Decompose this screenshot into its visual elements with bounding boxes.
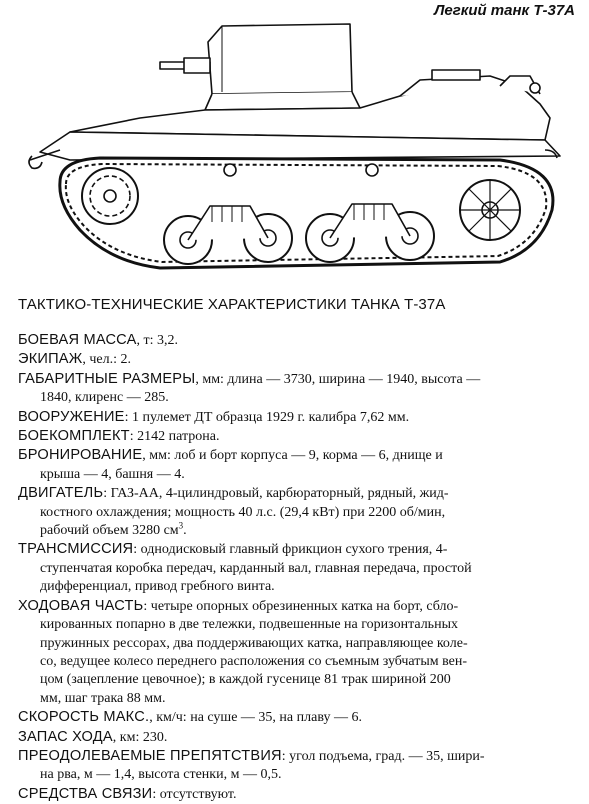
spec-running-gear: ХОДОВАЯ ЧАСТЬ: четыре опорных обрезиненных катка на борт, сбло- кированных попарно в две тележки, подвешенные на горизонтальных пружинных рессорах, два поддерживающих катка, направляющее коле- со, ведущее колесо переднего расположения со съемным зубчатым вен- цом (зацепление цевочное); в каждой гусенице 81 трак шириной 200 мм, шаг трака 88 мм.	[18, 597, 468, 706]
spec-engine: ДВИГАТЕЛЬ: ГАЗ-АА, 4-цилиндровый, карбюраторный, рядный, жид- костного охлаждения; мощность 40 л.с. (29,4 кВт) при 2200 об/мин, рабочий объем 3280 $см^3$.	[18, 485, 449, 539]
tank-drawing	[0, 18, 589, 280]
spec-ammunition: БОЕКОМПЛЕКТ: 2142 патрона.	[18, 428, 220, 445]
spec-communications: СРЕДСТВА СВЯЗИ: отсутствуют.	[18, 785, 237, 802]
spec-armament: ВООРУЖЕНИЕ: 1 пулемет ДТ образца 1929 г. калибра 7,62 мм.	[18, 408, 410, 425]
spec-transmission: ТРАНСМИССИЯ: однодисковый главный фрикцион сухого трения, 4- ступенчатая коробка передач, карданный вал, главная передача, простой дифференциал, привод гребного винта.	[18, 541, 472, 595]
spec-max-speed: СКОРОСТЬ МАКС., км/ч: на суше — 35, на плаву — 6.	[18, 709, 362, 726]
spec-dimensions: ГАБАРИТНЫЕ РАЗМЕРЫ, мм: длина — 3730, ширина — 1940, высота — 1840, клиренс — 285.	[18, 370, 481, 406]
drive-sprocket	[82, 168, 138, 224]
section-heading: ТАКТИКО-ТЕХНИЧЕСКИЕ ХАРАКТЕРИСТИКИ ТАНКА Т-37А	[18, 296, 446, 313]
spec-range: ЗАПАС ХОДА, км: 230.	[18, 728, 168, 745]
spec-crew: ЭКИПАЖ, чел.: 2.	[18, 351, 132, 368]
spec-armor: БРОНИРОВАНИЕ, мм: лоб и борт корпуса — 9, корма — 6, днище и крыша — 4, башня — 4.	[18, 447, 443, 482]
turret	[208, 24, 352, 94]
idler-wheel	[460, 180, 520, 240]
spec-combat-mass: БОЕВАЯ МАССА, т: 3,2.	[18, 332, 179, 348]
specifications	[18, 331, 578, 804]
support-roller	[224, 164, 236, 176]
support-roller	[366, 164, 378, 176]
spec-obstacles: ПРЕОДОЛЕВАЕМЫЕ ПРЕПЯТСТВИЯ: угол подъема, град. — 35, шири- на рва, м — 1,4, высота стенки, м — 0,5.	[18, 747, 485, 783]
page-title: Легкий танк Т-37А	[434, 2, 575, 19]
